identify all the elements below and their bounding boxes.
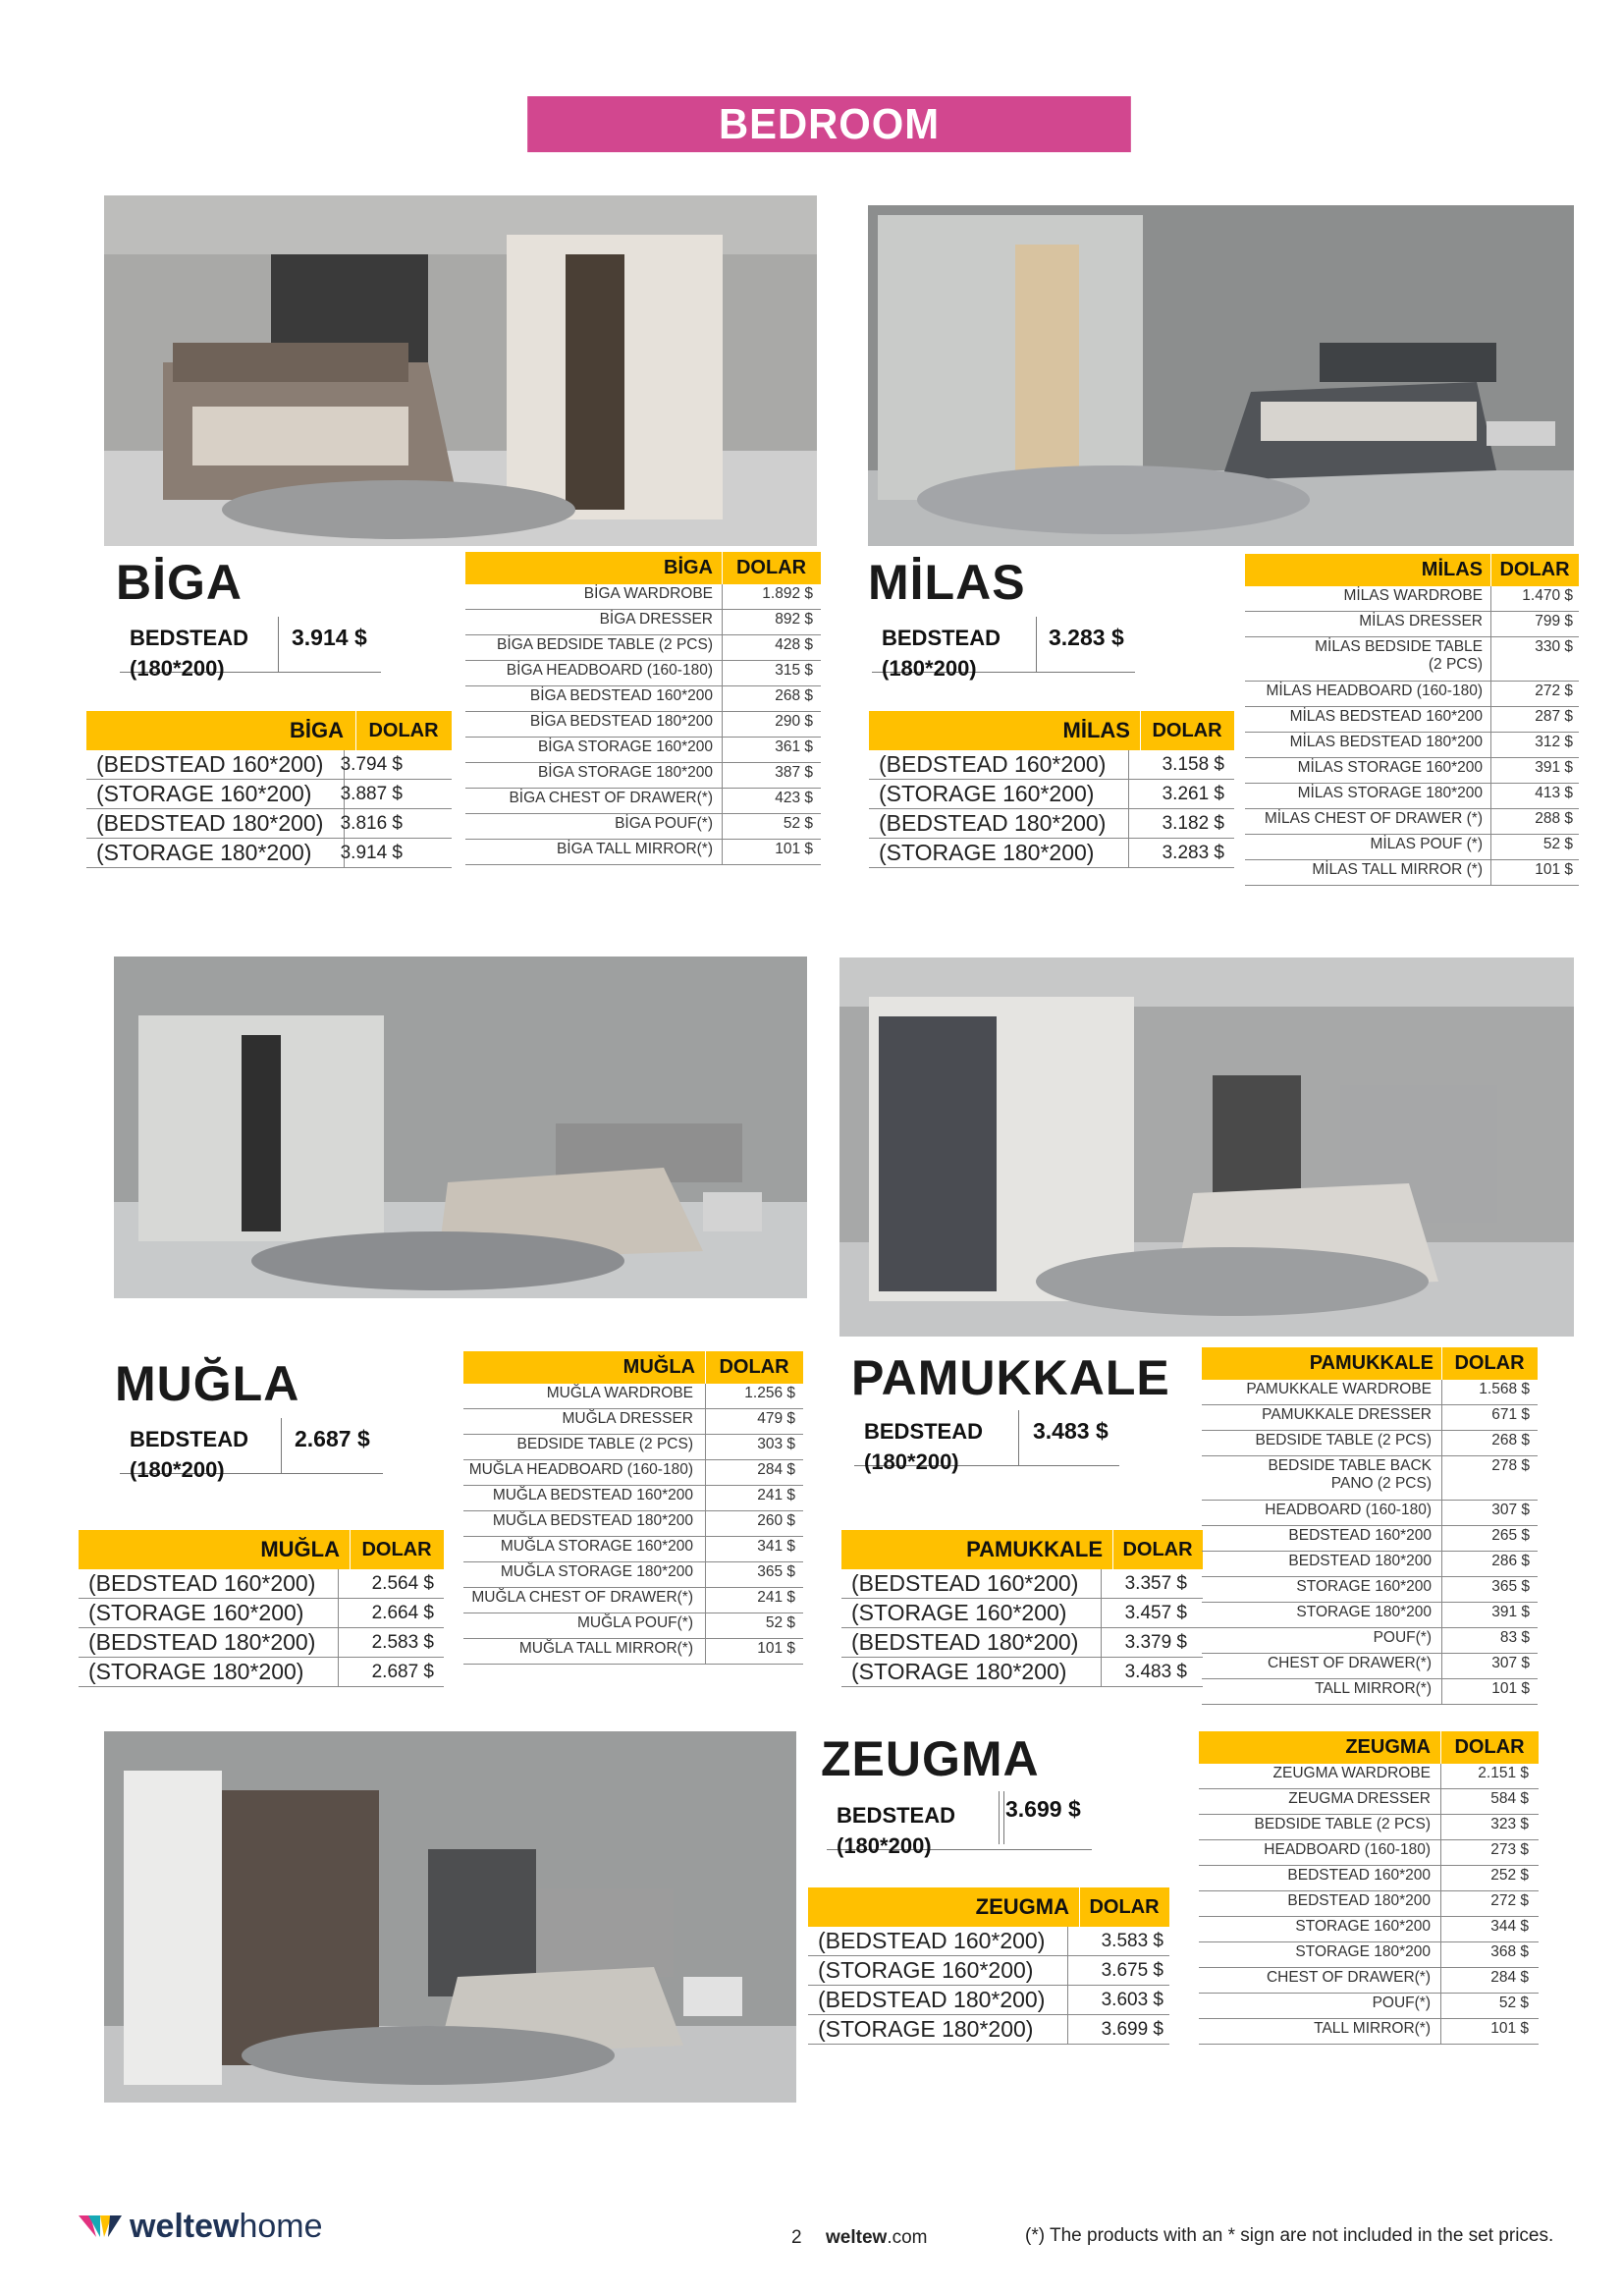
item-row (1202, 1552, 1538, 1577)
set-price: 3.583 $ (1101, 1931, 1163, 1951)
set-price: 2.564 $ (371, 1573, 434, 1594)
item-row (465, 738, 821, 763)
set-label: (BEDSTEAD 180*200) (851, 1629, 1079, 1655)
zeugma-title: ZEUGMA (821, 1731, 1040, 1786)
item-name: BEDSIDE TABLE (2 PCS) (1254, 1816, 1431, 1832)
item-name: HEADBOARD (160-180) (1264, 1841, 1431, 1858)
brand-name: weltewhome (130, 2208, 323, 2245)
set-row (79, 1628, 444, 1658)
item-price: 799 $ (1535, 613, 1573, 629)
item-row (1245, 612, 1579, 637)
item-name: ZEUGMA WARDROBE (1272, 1765, 1431, 1781)
item-name: STORAGE 180*200 (1296, 1604, 1432, 1620)
item-price: 52 $ (765, 1614, 795, 1631)
set-price: 3.182 $ (1162, 813, 1224, 834)
set-row (869, 839, 1234, 868)
mugla-bedstead-box (120, 1418, 383, 1482)
item-price: 365 $ (1491, 1578, 1530, 1595)
set-label: (STORAGE 180*200) (851, 1659, 1067, 1684)
item-row (465, 763, 821, 789)
milas-set-table (869, 711, 1234, 868)
item-row (463, 1588, 803, 1613)
item-name: MUĞLA BEDSTEAD 160*200 (492, 1487, 693, 1503)
item-price: 368 $ (1490, 1943, 1529, 1960)
item-price: 252 $ (1490, 1867, 1529, 1884)
item-row (1245, 637, 1579, 682)
bedstead-label: BEDSTEAD (180*200) (882, 626, 1001, 681)
set-price: 3.794 $ (340, 754, 403, 775)
set-row (79, 1599, 444, 1628)
set-label: (STORAGE 160*200) (818, 1957, 1034, 1983)
item-name: MUĞLA CHEST OF DRAWER(*) (471, 1589, 693, 1606)
set-price: 3.887 $ (340, 784, 403, 804)
mugla-set-table (79, 1530, 444, 1687)
mugla-item-table (463, 1351, 803, 1665)
item-name: MİLAS STORAGE 180*200 (1297, 785, 1483, 801)
item-row (463, 1486, 803, 1511)
currency-header: DOLAR (735, 557, 807, 578)
item-name: PAMUKKALE WARDROBE (1246, 1381, 1432, 1397)
bedstead-label: BEDSTEAD (180*200) (130, 626, 249, 681)
item-name: BEDSTEAD 180*200 (1287, 1892, 1431, 1909)
item-row (463, 1511, 803, 1537)
item-price: 671 $ (1491, 1406, 1530, 1423)
item-name: BİGA STORAGE 180*200 (537, 764, 713, 781)
item-row (1245, 860, 1579, 886)
item-price: 273 $ (1490, 1841, 1529, 1858)
set-price: 3.158 $ (1162, 754, 1224, 775)
item-price: 260 $ (757, 1512, 795, 1529)
item-price: 268 $ (1491, 1432, 1530, 1449)
item-row (1245, 682, 1579, 707)
set-row (869, 809, 1234, 839)
biga-title: BİGA (116, 555, 243, 610)
item-name: MİLAS WARDROBE (1343, 587, 1483, 604)
item-price: 303 $ (757, 1436, 795, 1452)
item-price: 101 $ (775, 841, 813, 857)
set-price: 3.699 $ (1101, 2019, 1163, 2040)
item-name: BİGA WARDROBE (583, 585, 713, 602)
item-table-header: MUĞLA (622, 1356, 695, 1378)
item-price: 290 $ (775, 713, 813, 730)
item-name: PAMUKKALE DRESSER (1262, 1406, 1432, 1423)
item-name: BİGA DRESSER (599, 611, 713, 628)
item-row (1199, 1815, 1539, 1840)
item-price: 307 $ (1491, 1502, 1530, 1518)
item-price: 387 $ (775, 764, 813, 781)
item-row (463, 1409, 803, 1435)
item-row (463, 1460, 803, 1486)
set-price: 3.379 $ (1124, 1632, 1187, 1653)
item-row (1199, 1764, 1539, 1789)
set-table-header: ZEUGMA (975, 1894, 1069, 1919)
item-row (463, 1562, 803, 1588)
milas-bedstead-box (872, 617, 1135, 681)
item-row (465, 584, 821, 610)
item-row (465, 814, 821, 840)
set-label: (BEDSTEAD 160*200) (88, 1570, 316, 1596)
currency-header: DOLAR (1089, 1896, 1160, 1918)
set-table-header: BİGA (290, 718, 344, 742)
set-label: (BEDSTEAD 180*200) (96, 810, 324, 836)
set-label: (BEDSTEAD 160*200) (879, 751, 1107, 777)
item-price: 584 $ (1490, 1790, 1529, 1807)
item-name: HEADBOARD (160-180) (1265, 1502, 1432, 1518)
item-price: 101 $ (1491, 1680, 1530, 1697)
mugla-bedroom-photo (114, 957, 807, 1298)
set-label: (BEDSTEAD 160*200) (96, 751, 324, 777)
page-number: 2 (791, 2227, 802, 2248)
set-label: (STORAGE 180*200) (818, 2016, 1034, 2042)
set-price: 3.357 $ (1124, 1573, 1187, 1594)
biga-item-table (465, 552, 821, 865)
currency-header: DOLAR (719, 1356, 789, 1378)
item-name: MUĞLA TALL MIRROR(*) (518, 1640, 693, 1657)
item-name: POUF(*) (1372, 1995, 1431, 2011)
item-price: 101 $ (1490, 2020, 1529, 2037)
item-name: MİLAS BEDSTEAD 160*200 (1289, 708, 1483, 725)
bedstead-label: BEDSTEAD (180*200) (864, 1419, 984, 1474)
biga-bedstead-price: 3.914 $ (292, 625, 367, 650)
item-row (1245, 733, 1579, 758)
item-row (1199, 1968, 1539, 1994)
set-row (841, 1599, 1203, 1628)
set-label: (STORAGE 180*200) (88, 1659, 304, 1684)
item-name: BEDSIDE TABLE (2 PCS) (1255, 1432, 1432, 1449)
item-row (1245, 586, 1579, 612)
item-row (465, 712, 821, 738)
biga-bedstead-box (120, 617, 381, 681)
set-row (841, 1569, 1203, 1599)
set-label: (STORAGE 160*200) (879, 781, 1095, 806)
set-row (86, 839, 452, 868)
zeugma-bedstead-box (827, 1794, 1092, 1858)
set-row (808, 1956, 1169, 1986)
item-row (463, 1435, 803, 1460)
set-price: 3.914 $ (340, 843, 403, 863)
item-name: MUĞLA HEADBOARD (160-180) (468, 1461, 693, 1478)
item-row (1202, 1577, 1538, 1603)
item-table-header: MİLAS (1421, 559, 1483, 580)
set-row (841, 1628, 1203, 1658)
item-row (1199, 1789, 1539, 1815)
item-name: MİLAS BEDSTEAD 180*200 (1289, 734, 1483, 750)
page-banner: BEDROOM (527, 96, 1131, 152)
item-name: BEDSTEAD 160*200 (1288, 1527, 1432, 1544)
item-name: MİLAS DRESSER (1359, 613, 1483, 629)
item-row (1202, 1526, 1538, 1552)
item-price: 365 $ (757, 1563, 795, 1580)
item-name: MİLAS POUF (*) (1370, 836, 1483, 852)
pamukkale-item-table (1202, 1347, 1538, 1705)
item-row (1202, 1603, 1538, 1628)
biga-set-table (86, 711, 452, 868)
currency-header: DOLAR (1454, 1736, 1525, 1758)
item-name: MİLAS CHEST OF DRAWER (*) (1264, 810, 1483, 827)
item-price: 52 $ (783, 815, 813, 832)
set-row (86, 750, 452, 780)
item-row (1199, 1866, 1539, 1891)
item-name: BİGA POUF(*) (615, 815, 713, 832)
set-label: (BEDSTEAD 160*200) (851, 1570, 1079, 1596)
currency-header: DOLAR (1454, 1352, 1525, 1374)
set-price: 2.664 $ (371, 1603, 434, 1623)
item-price: 391 $ (1535, 759, 1573, 776)
set-row (79, 1569, 444, 1599)
item-name: MUĞLA STORAGE 160*200 (500, 1538, 693, 1555)
set-price: 3.283 $ (1162, 843, 1224, 863)
item-price: 1.470 $ (1522, 587, 1573, 604)
item-price: 272 $ (1535, 683, 1573, 699)
set-price: 2.583 $ (371, 1632, 434, 1653)
set-row (869, 780, 1234, 809)
set-price: 3.483 $ (1124, 1662, 1187, 1682)
item-name: STORAGE 160*200 (1295, 1918, 1431, 1935)
set-label: (BEDSTEAD 180*200) (879, 810, 1107, 836)
pamukkale-bedstead-box (854, 1410, 1119, 1474)
item-price: 288 $ (1535, 810, 1573, 827)
item-price: 272 $ (1490, 1892, 1529, 1909)
item-row (465, 635, 821, 661)
item-price: 265 $ (1491, 1527, 1530, 1544)
item-row (1199, 1994, 1539, 2019)
set-price: 3.457 $ (1124, 1603, 1187, 1623)
milas-bedstead-price: 3.283 $ (1049, 625, 1124, 650)
zeugma-bedstead-price: 3.699 $ (1005, 1796, 1081, 1822)
item-price: 423 $ (775, 790, 813, 806)
milas-item-table (1245, 554, 1579, 886)
weltew-home-logo (79, 2207, 323, 2246)
item-name: BİGA CHEST OF DRAWER(*) (509, 790, 713, 806)
item-price: 428 $ (775, 636, 813, 653)
set-table-header: MİLAS (1062, 718, 1130, 742)
item-name: STORAGE 180*200 (1295, 1943, 1431, 1960)
item-row (465, 661, 821, 686)
item-row (465, 686, 821, 712)
item-price: 391 $ (1491, 1604, 1530, 1620)
set-label: (STORAGE 160*200) (96, 781, 312, 806)
set-row (86, 809, 452, 839)
item-row (463, 1537, 803, 1562)
zeugma-item-table (1199, 1731, 1539, 2045)
footnote: (*) The products with an * sign are not included in the set prices. (1025, 2225, 1554, 2246)
item-price: 241 $ (757, 1589, 795, 1606)
item-price: 315 $ (775, 662, 813, 679)
item-row (1202, 1456, 1538, 1501)
item-row (465, 610, 821, 635)
currency-header: DOLAR (1152, 720, 1222, 741)
item-name: CHEST OF DRAWER(*) (1266, 1969, 1431, 1986)
pamukkale-set-table (841, 1530, 1203, 1687)
item-name: MUĞLA WARDROBE (546, 1385, 693, 1401)
item-name: POUF(*) (1373, 1629, 1432, 1646)
item-price: 892 $ (775, 611, 813, 628)
item-name: TALL MIRROR(*) (1315, 1680, 1432, 1697)
set-label: (STORAGE 160*200) (88, 1600, 304, 1625)
item-name: BİGA BEDSTEAD 160*200 (529, 687, 713, 704)
zeugma-set-table (808, 1887, 1169, 2045)
item-row (1202, 1628, 1538, 1654)
item-name: ZEUGMA DRESSER (1288, 1790, 1431, 1807)
currency-header: DOLAR (1122, 1539, 1193, 1560)
item-price: 52 $ (1498, 1995, 1529, 2011)
set-row (79, 1658, 444, 1687)
set-row (841, 1658, 1203, 1687)
item-price: 241 $ (757, 1487, 795, 1503)
mugla-title: MUĞLA (115, 1356, 300, 1411)
item-row (1202, 1380, 1538, 1405)
set-price: 3.261 $ (1162, 784, 1224, 804)
zeugma-bedroom-photo (104, 1731, 796, 2103)
item-name: BEDSIDE TABLE (2 PCS) (516, 1436, 693, 1452)
item-row (1202, 1501, 1538, 1526)
item-price: 1.256 $ (744, 1385, 795, 1401)
item-row (1202, 1654, 1538, 1679)
item-row (1199, 1840, 1539, 1866)
item-price: 307 $ (1491, 1655, 1530, 1671)
set-table-header: PAMUKKALE (966, 1537, 1103, 1561)
mugla-bedstead-price: 2.687 $ (295, 1426, 370, 1451)
item-row (1245, 784, 1579, 809)
item-price: 52 $ (1542, 836, 1573, 852)
item-name: TALL MIRROR(*) (1314, 2020, 1431, 2037)
item-table-header: PAMUKKALE (1309, 1352, 1434, 1374)
item-row (1202, 1431, 1538, 1456)
item-price: 479 $ (757, 1410, 795, 1427)
set-label: (STORAGE 160*200) (851, 1600, 1067, 1625)
item-price: 2.151 $ (1478, 1765, 1529, 1781)
item-price: 344 $ (1490, 1918, 1529, 1935)
item-price: 323 $ (1490, 1816, 1529, 1832)
currency-header: DOLAR (368, 720, 439, 741)
item-price: 83 $ (1499, 1629, 1530, 1646)
item-price: 287 $ (1535, 708, 1573, 725)
set-table-header: MUĞLA (260, 1537, 340, 1561)
item-row (463, 1639, 803, 1665)
set-label: (BEDSTEAD 160*200) (818, 1928, 1046, 1953)
item-row (463, 1384, 803, 1409)
set-row (869, 750, 1234, 780)
item-row (1199, 1891, 1539, 1917)
item-row (1245, 835, 1579, 860)
item-name: BİGA BEDSIDE TABLE (2 PCS) (497, 636, 713, 653)
item-price: 1.892 $ (762, 585, 813, 602)
item-row (1245, 707, 1579, 733)
item-name: BEDSTEAD 180*200 (1288, 1553, 1432, 1569)
item-row (1245, 809, 1579, 835)
item-price: 312 $ (1535, 734, 1573, 750)
item-price: 268 $ (775, 687, 813, 704)
set-label: (BEDSTEAD 180*200) (88, 1629, 316, 1655)
milas-bedroom-photo (868, 205, 1574, 546)
item-price: 278 $ (1491, 1457, 1530, 1474)
item-price: 284 $ (1490, 1969, 1529, 1986)
pamukkale-bedstead-price: 3.483 $ (1033, 1418, 1109, 1444)
bedstead-label: BEDSTEAD (180*200) (130, 1427, 249, 1482)
item-name: BİGA HEADBOARD (160-180) (506, 662, 713, 679)
item-name: CHEST OF DRAWER(*) (1267, 1655, 1432, 1671)
item-price: 1.568 $ (1479, 1381, 1530, 1397)
pamukkale-title: PAMUKKALE (851, 1350, 1170, 1405)
set-row (808, 1986, 1169, 2015)
item-price: 361 $ (775, 738, 813, 755)
item-table-header: ZEUGMA (1345, 1736, 1431, 1758)
set-row (808, 1927, 1169, 1956)
biga-bedroom-photo (104, 195, 817, 546)
bedstead-label: BEDSTEAD (180*200) (837, 1803, 956, 1858)
item-name: BEDSTEAD 160*200 (1287, 1867, 1431, 1884)
item-name: BİGA TALL MIRROR(*) (556, 841, 713, 857)
item-name: BİGA BEDSTEAD 180*200 (529, 713, 713, 730)
item-name: MİLAS STORAGE 160*200 (1297, 759, 1483, 776)
set-row (808, 2015, 1169, 2045)
item-price: 101 $ (1535, 861, 1573, 878)
item-row (463, 1613, 803, 1639)
item-row (1199, 2019, 1539, 2045)
item-price: 286 $ (1491, 1553, 1530, 1569)
pamukkale-bedroom-photo (839, 957, 1574, 1337)
item-table-header: BİGA (664, 557, 713, 578)
set-label: (STORAGE 180*200) (879, 840, 1095, 865)
item-price: 413 $ (1535, 785, 1573, 801)
milas-title: MİLAS (868, 555, 1026, 610)
item-price: 101 $ (757, 1640, 795, 1657)
set-row (86, 780, 452, 809)
item-name: BİGA STORAGE 160*200 (537, 738, 713, 755)
item-row (1199, 1942, 1539, 1968)
item-row (1199, 1917, 1539, 1942)
item-name: MİLAS BEDSIDE TABLE (2 PCS) (1315, 638, 1483, 673)
set-price: 2.687 $ (371, 1662, 434, 1682)
item-name: MİLAS TALL MIRROR (*) (1312, 861, 1483, 878)
item-row (1202, 1679, 1538, 1705)
item-name: STORAGE 160*200 (1296, 1578, 1432, 1595)
set-price: 3.675 $ (1101, 1960, 1163, 1981)
set-price: 3.816 $ (340, 813, 403, 834)
item-row (465, 789, 821, 814)
website-link[interactable]: weltew.com (826, 2227, 928, 2248)
currency-header: DOLAR (361, 1539, 432, 1560)
item-row (1245, 758, 1579, 784)
set-label: (STORAGE 180*200) (96, 840, 312, 865)
item-price: 284 $ (757, 1461, 795, 1478)
item-price: 341 $ (757, 1538, 795, 1555)
logo-mark-icon (79, 2212, 124, 2241)
set-price: 3.603 $ (1101, 1990, 1163, 2010)
item-name: MUĞLA STORAGE 180*200 (500, 1563, 693, 1580)
item-name: MİLAS HEADBOARD (160-180) (1266, 683, 1483, 699)
item-name: MUĞLA BEDSTEAD 180*200 (492, 1512, 693, 1529)
set-label: (BEDSTEAD 180*200) (818, 1987, 1046, 2012)
item-row (465, 840, 821, 865)
item-name: MUĞLA POUF(*) (577, 1614, 693, 1631)
item-name: MUĞLA DRESSER (562, 1410, 693, 1427)
item-price: 330 $ (1535, 638, 1573, 655)
item-row (1202, 1405, 1538, 1431)
item-name: BEDSIDE TABLE BACK PANO (2 PCS) (1268, 1457, 1432, 1492)
currency-header: DOLAR (1499, 559, 1570, 580)
